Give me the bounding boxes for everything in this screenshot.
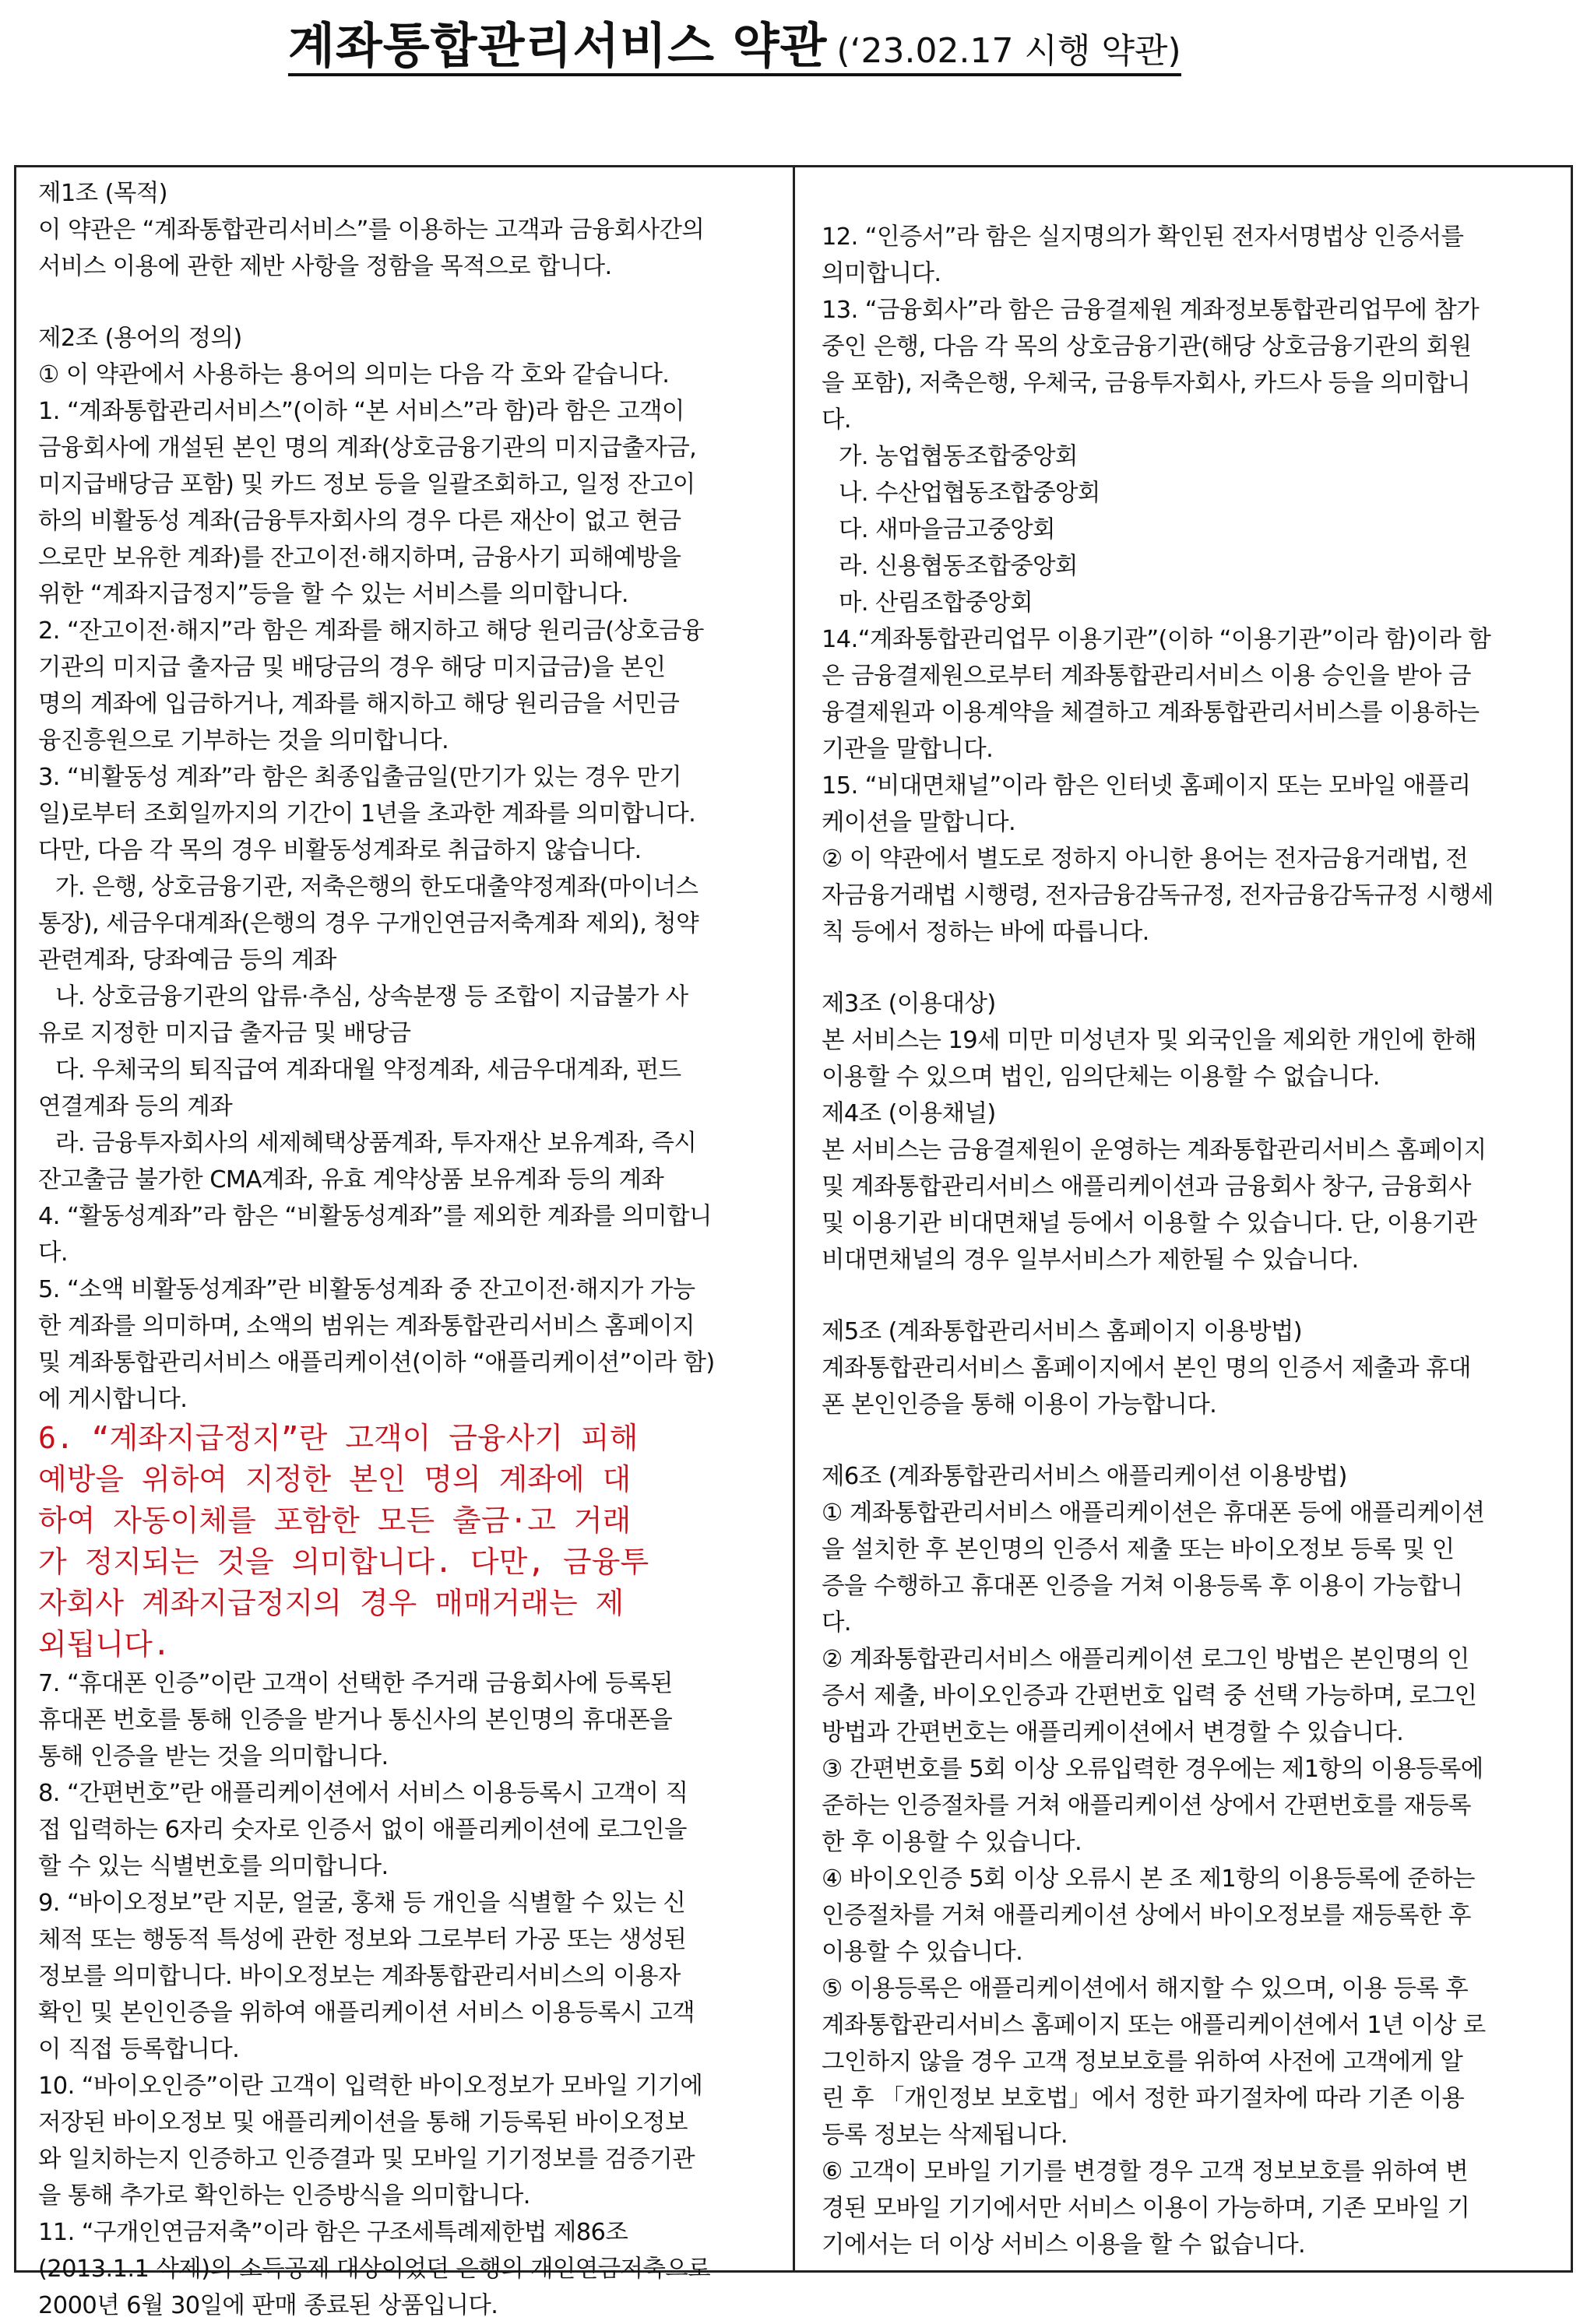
text-line: 8. “간편번호”란 애플리케이션에서 서비스 이용등록시 고객이 직 bbox=[38, 1780, 688, 1807]
text-line: 이용할 수 있습니다. bbox=[822, 1939, 1023, 1966]
text-line: 9. “바이오정보”란 지문, 얼굴, 홍채 등 개인을 식별할 수 있는 신 bbox=[38, 1890, 686, 1917]
text-line: 14.“계좌통합관리업무 이용기관”(이하 “이용기관”이라 함)이라 함 bbox=[822, 626, 1491, 653]
text-line: 자금융거래법 시행령, 전자금융감독규정, 전자금융감독규정 시행세 bbox=[822, 882, 1494, 909]
text-line: 마. 산림조합중앙회 bbox=[839, 589, 1033, 617]
text-line: 하의 비활동성 계좌(금융투자회사의 경우 다른 재산이 없고 현금 bbox=[38, 508, 681, 535]
text-line: 증을 수행하고 휴대폰 인증을 거쳐 이용등록 후 이용이 가능합니 bbox=[822, 1573, 1463, 1600]
text-line: 3. “비활동성 계좌”라 함은 최종입출금일(만기가 있는 경우 만기 bbox=[38, 764, 681, 791]
text-line: 다. bbox=[822, 406, 851, 434]
text-line: 제5조 (계좌통합관리서비스 홈페이지 이용방법) bbox=[822, 1318, 1303, 1345]
text-line: 으로만 보유한 계좌)를 잔고이전·해지하며, 금융사기 피해예방을 bbox=[38, 544, 681, 571]
text-line: 방법과 간편번호는 애플리케이션에서 변경할 수 있습니다. bbox=[822, 1719, 1404, 1746]
text-line: 가. 농업협동조합중앙회 bbox=[839, 443, 1078, 470]
text-line: 명의 계좌에 입금하거나, 계좌를 해지하고 해당 원리금을 서민금 bbox=[38, 691, 680, 718]
text-line: 2. “잔고이전·해지”라 함은 계좌를 해지하고 해당 원리금(상호금융 bbox=[38, 617, 704, 645]
text-line: 연결계좌 등의 계좌 bbox=[38, 1093, 233, 1120]
text-line: 의미합니다. bbox=[822, 260, 941, 287]
text-line: ① 이 약관에서 사용하는 용어의 의미는 다음 각 호와 같습니다. bbox=[38, 361, 670, 389]
text-line: 유로 지정한 미지급 출자금 및 배당금 bbox=[38, 1020, 411, 1047]
text-line: 다. 우체국의 퇴직급여 계좌대월 약정계좌, 세금우대계좌, 펀드 bbox=[55, 1057, 681, 1084]
text-line: 2000년 6월 30일에 판매 종료된 상품입니다. bbox=[38, 2292, 498, 2319]
left-column bbox=[16, 167, 795, 2319]
text-line: 휴대폰 번호를 통해 인증을 받거나 통신사의 본인명의 휴대폰을 bbox=[38, 1707, 673, 1734]
terms-box bbox=[14, 165, 1573, 2319]
text-line: ② 계좌통합관리서비스 애플리케이션 로그인 방법은 본인명의 인 bbox=[822, 1646, 1469, 1673]
text-line: 본 서비스는 19세 미만 미성년자 및 외국인을 제외한 개인에 한해 bbox=[822, 1027, 1477, 1054]
text-line: 확인 및 본인인증을 위하여 애플리케이션 서비스 이용등록시 고객 bbox=[38, 1999, 695, 2027]
text-line: 미지급배당금 포함) 및 카드 정보 등을 일괄조회하고, 일정 잔고이 bbox=[38, 471, 695, 498]
text-line: (2013.1.1 삭제)의 소득공제 대상이었던 은행의 개인연금저축으로 bbox=[38, 2255, 710, 2283]
text-line: 외됩니다. bbox=[38, 1627, 171, 1661]
text-line: 계좌통합관리서비스 홈페이지 또는 애플리케이션에서 1년 이상 로 bbox=[822, 2012, 1486, 2039]
text-line: 잔고출금 불가한 CMA계좌, 유효 계약상품 보유계좌 등의 계좌 bbox=[38, 1166, 664, 1194]
text-line: 을 통해 추가로 확인하는 인증방식을 의미합니다. bbox=[38, 2182, 530, 2210]
text-line: 케이션을 말합니다. bbox=[822, 809, 1016, 836]
text-line: 폰 본인인증을 통해 이용이 가능합니다. bbox=[822, 1391, 1217, 1419]
text-line: 및 계좌통합관리서비스 애플리케이션과 금융회사 창구, 금융회사 bbox=[822, 1173, 1471, 1201]
blank-line bbox=[822, 1423, 1557, 1458]
text-line: 제6조 (계좌통합관리서비스 애플리케이션 이용방법) bbox=[822, 1463, 1347, 1490]
text-line: 12. “인증서”라 함은 실지명의가 확인된 전자서명법상 인증서를 bbox=[822, 223, 1464, 251]
text-line: 융결제원과 이용계약을 체결하고 계좌통합관리서비스를 이용하는 bbox=[822, 699, 1480, 726]
text-line: ⑥ 고객이 모바일 기기를 변경할 경우 고객 정보보호를 위하여 변 bbox=[822, 2158, 1469, 2185]
title-main: 계좌통합관리서비스 약관 bbox=[288, 17, 828, 74]
text-line: 자회사 계좌지급정지의 경우 매매거래는 제 bbox=[38, 1586, 625, 1620]
text-line: 하여 자동이체를 포함한 모든 출금·고 거래 bbox=[38, 1503, 632, 1538]
text-line: 가. 은행, 상호금융기관, 저축은행의 한도대출약정계좌(마이너스 bbox=[55, 874, 698, 901]
text-line: 라. 금융투자회사의 세제혜택상품계좌, 투자재산 보유계좌, 즉시 bbox=[55, 1130, 697, 1157]
text-line: 제4조 (이용채널) bbox=[822, 1100, 996, 1127]
text-line: 린 후 「개인정보 보호법」에서 정한 파기절차에 따라 기존 이용 bbox=[822, 2085, 1465, 2112]
text-line: 13. “금융회사”라 함은 금융결제원 계좌정보통합관리업무에 참가 bbox=[822, 297, 1480, 324]
text-line: 나. 상호금융기관의 압류·추심, 상속분쟁 등 조합이 지급불가 사 bbox=[55, 983, 688, 1011]
text-line: 이 약관은 “계좌통합관리서비스”를 이용하는 고객과 금융회사간의 bbox=[38, 216, 705, 244]
text-line: 통장), 세금우대계좌(은행의 경우 구개인연금저축계좌 제외), 청약 bbox=[38, 910, 698, 937]
blank-line bbox=[38, 285, 785, 320]
text-line: 할 수 있는 식별번호를 의미합니다. bbox=[38, 1853, 389, 1880]
text-line: 준하는 인증절차를 거쳐 애플리케이션 상에서 간편번호를 재등록 bbox=[822, 1792, 1471, 1819]
text-line: 등록 정보는 삭제됩니다. bbox=[822, 2122, 1068, 2149]
text-line: 기관을 말합니다. bbox=[822, 736, 994, 763]
text-line: 인증절차를 거쳐 애플리케이션 상에서 바이오정보를 재등록한 후 bbox=[822, 1902, 1471, 1929]
text-line: 이 직접 등록합니다. bbox=[38, 2036, 240, 2063]
text-line: 1. “계좌통합관리서비스”(이하 “본 서비스”라 함)라 함은 고객이 bbox=[38, 398, 684, 425]
text-line: 기에서는 더 이상 서비스 이용을 할 수 없습니다. bbox=[822, 2231, 1306, 2259]
text-line: 을 설치한 후 본인명의 인증서 제출 또는 바이오정보 등록 및 인 bbox=[822, 1536, 1455, 1563]
text-line: 기관의 미지급 출자금 및 배당금의 경우 해당 미지급금)을 본인 bbox=[38, 654, 666, 681]
right-column bbox=[795, 167, 1571, 2270]
text-line: 가 정지되는 것을 의미합니다. 다만, 금융투 bbox=[38, 1545, 649, 1579]
text-line: 6. “계좌지급정지”란 고객이 금융사기 피해 bbox=[38, 1421, 639, 1455]
text-line: 위한 “계좌지급정지”등을 할 수 있는 서비스를 의미합니다. bbox=[38, 581, 628, 608]
text-line: 및 이용기관 비대면채널 등에서 이용할 수 있습니다. 단, 이용기관 bbox=[822, 1210, 1477, 1237]
text-line: 다. 새마을금고중앙회 bbox=[839, 516, 1055, 543]
text-line: 칙 등에서 정하는 바에 따릅니다. bbox=[822, 919, 1149, 946]
text-line: 그인하지 않을 경우 고객 정보보호를 위하여 사전에 고객에게 알 bbox=[822, 2048, 1463, 2076]
text-line: 다. bbox=[822, 1609, 851, 1637]
text-line: ② 이 약관에서 별도로 정하지 아니한 용어는 전자금융거래법, 전 bbox=[822, 846, 1469, 873]
text-line: 7. “휴대폰 인증”이란 고객이 선택한 주거래 금융회사에 등록된 bbox=[38, 1670, 673, 1697]
text-line: 와 일치하는지 인증하고 인증결과 및 모바일 기기정보를 검증기관 bbox=[38, 2146, 695, 2173]
document-title bbox=[288, 0, 1181, 76]
text-line: 서비스 이용에 관한 제반 사항을 정함을 목적으로 합니다. bbox=[38, 253, 612, 280]
text-line: 라. 신용협동조합중앙회 bbox=[839, 553, 1078, 580]
text-line: 나. 수산업협동조합중앙회 bbox=[839, 480, 1100, 507]
title-effective-date: (‘23.02.17 시행 약관) bbox=[836, 30, 1181, 71]
text-line: 제2조 (용어의 정의) bbox=[38, 325, 242, 352]
text-line: 접 입력하는 6자리 숫자로 인증서 없이 애플리케이션에 로그인을 bbox=[38, 1816, 687, 1844]
text-line: ① 계좌통합관리서비스 애플리케이션은 휴대폰 등에 애플리케이션 bbox=[822, 1500, 1485, 1527]
text-line: 통해 인증을 받는 것을 의미합니다. bbox=[38, 1743, 389, 1770]
text-line: 및 계좌통합관리서비스 애플리케이션(이하 “애플리케이션”이라 함) bbox=[38, 1349, 715, 1376]
text-line: 예방을 위하여 지정한 본인 명의 계좌에 대 bbox=[38, 1462, 632, 1496]
text-line: 본 서비스는 금융결제원이 운영하는 계좌통합관리서비스 홈페이지 bbox=[822, 1137, 1487, 1164]
text-line: 중인 은행, 다음 각 목의 상호금융기관(해당 상호금융기관의 회원 bbox=[822, 333, 1472, 360]
text-line: 계좌통합관리서비스 홈페이지에서 본인 명의 인증서 제출과 휴대 bbox=[822, 1355, 1471, 1382]
blank-line bbox=[822, 1278, 1557, 1313]
text-line: 금융회사에 개설된 본인 명의 계좌(상호금융기관의 미지급출자금, bbox=[38, 434, 697, 462]
text-line: 10. “바이오인증”이란 고객이 입력한 바이오정보가 모바일 기기에 bbox=[38, 2073, 703, 2100]
text-line: 정보를 의미합니다. 바이오정보는 계좌통합관리서비스의 이용자 bbox=[38, 1963, 681, 1990]
text-line: 4. “활동성계좌”라 함은 “비활동성계좌”를 제외한 계좌를 의미합니 bbox=[38, 1203, 712, 1230]
text-line: 체적 또는 행동적 특성에 관한 정보와 그로부터 가공 또는 생성된 bbox=[38, 1926, 687, 1953]
text-line: 증서 제출, 바이오인증과 간편번호 입력 중 선택 가능하며, 로그인 bbox=[822, 1682, 1477, 1710]
text-line: 관련계좌, 당좌예금 등의 계좌 bbox=[38, 947, 336, 974]
text-line: 다만, 다음 각 목의 경우 비활동성계좌로 취급하지 않습니다. bbox=[38, 837, 642, 864]
text-line: 경된 모바일 기기에서만 서비스 이용이 가능하며, 기존 모바일 기 bbox=[822, 2195, 1470, 2222]
text-line: 비대면채널의 경우 일부서비스가 제한될 수 있습니다. bbox=[822, 1246, 1359, 1274]
text-line: 저장된 바이오정보 및 애플리케이션을 통해 기등록된 바이오정보 bbox=[38, 2109, 688, 2136]
text-line: 일)로부터 조회일까지의 기간이 1년을 초과한 계좌를 의미합니다. bbox=[38, 800, 696, 828]
text-line: 한 계좌를 의미하며, 소액의 범위는 계좌통합관리서비스 홈페이지 bbox=[38, 1313, 695, 1340]
text-line: 이용할 수 있으며 법인, 임의단체는 이용할 수 없습니다. bbox=[822, 1064, 1380, 1091]
text-line: 11. “구개인연금저축”이라 함은 구조세특례제한법 제86조 bbox=[38, 2219, 628, 2246]
text-line: 을 포함), 저축은행, 우체국, 금융투자회사, 카드사 등을 의미합니 bbox=[822, 370, 1470, 397]
blank-line bbox=[822, 951, 1557, 986]
text-line: 제3조 (이용대상) bbox=[822, 990, 996, 1018]
text-line: ④ 바이오인증 5회 이상 오류시 본 조 제1항의 이용등록에 준하는 bbox=[822, 1865, 1475, 1893]
text-line: 융진흥원으로 기부하는 것을 의미합니다. bbox=[38, 727, 449, 754]
text-line: ⑤ 이용등록은 애플리케이션에서 해지할 수 있으며, 이용 등록 후 bbox=[822, 1975, 1469, 2002]
text-line: ③ 간편번호를 5회 이상 오류입력한 경우에는 제1항의 이용등록에 bbox=[822, 1756, 1483, 1783]
text-line: 에 게시합니다. bbox=[38, 1386, 188, 1413]
text-line: 다. bbox=[38, 1239, 68, 1267]
text-line: 15. “비대면채널”이라 함은 인터넷 홈페이지 또는 모바일 애플리 bbox=[822, 772, 1471, 800]
text-line: 한 후 이용할 수 있습니다. bbox=[822, 1829, 1082, 1856]
text-line: 은 금융결제원으로부터 계좌통합관리서비스 이용 승인을 받아 금 bbox=[822, 663, 1471, 690]
text-line: 제1조 (목적) bbox=[38, 180, 167, 207]
text-line: 5. “소액 비활동성계좌”란 비활동성계좌 중 잔고이전·해지가 가능 bbox=[38, 1276, 695, 1303]
